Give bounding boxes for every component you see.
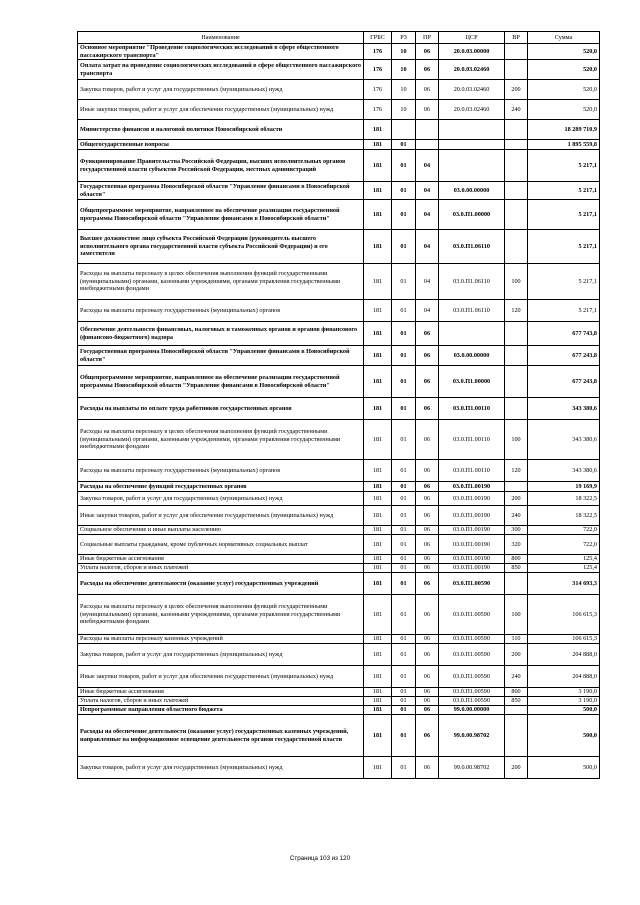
cell-pr: 06 [416, 535, 439, 555]
table-row [78, 635, 600, 644]
cell-pr: 04 [416, 150, 439, 182]
table-row [78, 564, 600, 573]
cell-pr: 06 [416, 573, 439, 595]
cell-sum: 19 169,9 [528, 482, 600, 492]
cell-rz: 01 [392, 300, 416, 322]
cell-grbs: 181 [364, 482, 392, 492]
cell-pr: 06 [416, 482, 439, 492]
cell-sum: 5 217,1 [528, 200, 600, 230]
cell-rz: 01 [392, 264, 416, 300]
cell-pr: 06 [416, 564, 439, 573]
cell-vr: 100 [505, 264, 528, 300]
cell-vr: 850 [505, 697, 528, 706]
cell-name: Общепрограммное мероприятие, направленное на обеспечение реализации государственной программы Новосибирской области "Управление финансами в Новосибирской области" [78, 200, 364, 230]
cell-name: Расходы на выплаты персоналу государственных (муниципальных) органов [78, 300, 364, 322]
cell-sum: 18 289 710,9 [528, 120, 600, 140]
cell-grbs: 181 [364, 140, 392, 150]
cell-rz: 01 [392, 182, 416, 200]
cell-rz: 01 [392, 706, 416, 715]
cell-csr: 03.0.П1.00000 [439, 200, 505, 230]
table-row [78, 555, 600, 564]
cell-rz: 01 [392, 200, 416, 230]
cell-name: Иные закупки товаров, работ и услуг для обеспечения государственных (муниципальных) нужд [78, 666, 364, 688]
cell-csr: 03.0.П1.00590 [439, 644, 505, 666]
cell-csr: 99.0.00.98702 [439, 757, 505, 779]
cell-csr: 03.0.П1.00590 [439, 697, 505, 706]
cell-csr [439, 140, 505, 150]
cell-pr: 06 [416, 506, 439, 526]
cell-csr: 03.0.П1.00190 [439, 492, 505, 506]
cell-rz: 01 [392, 140, 416, 150]
cell-vr: 240 [505, 100, 528, 120]
table-row [78, 697, 600, 706]
cell-csr: 20.0.03.02460 [439, 100, 505, 120]
cell-csr: 03.0.П1.00110 [439, 420, 505, 460]
cell-vr [505, 44, 528, 60]
cell-pr: 06 [416, 420, 439, 460]
cell-vr: 320 [505, 535, 528, 555]
cell-csr: 03.0.П1.00590 [439, 595, 505, 635]
cell-vr: 200 [505, 644, 528, 666]
cell-sum: 18 322,5 [528, 506, 600, 526]
cell-grbs: 181 [364, 200, 392, 230]
budget-document [77, 31, 599, 779]
cell-grbs: 181 [364, 706, 392, 715]
cell-rz: 10 [392, 80, 416, 100]
cell-vr [505, 60, 528, 80]
table-row [78, 492, 600, 506]
cell-vr [505, 230, 528, 264]
cell-rz [392, 120, 416, 140]
cell-rz: 01 [392, 230, 416, 264]
cell-sum: 125,4 [528, 555, 600, 564]
cell-pr: 04 [416, 200, 439, 230]
cell-name: Функционирование Правительства Российской Федерации, высших исполнительных органов государственной власти субъектов Российской Федерации, местных администраций [78, 150, 364, 182]
cell-rz: 01 [392, 573, 416, 595]
cell-vr [505, 366, 528, 398]
table-row [78, 264, 600, 300]
cell-csr: 03.0.П1.00110 [439, 460, 505, 482]
cell-csr: 03.0.П1.00190 [439, 555, 505, 564]
header-pr: ПР [416, 32, 439, 44]
cell-vr [505, 182, 528, 200]
cell-rz: 01 [392, 535, 416, 555]
cell-name: Расходы на обеспечение деятельности (оказание услуг) государственных учреждений [78, 573, 364, 595]
cell-grbs: 181 [364, 420, 392, 460]
cell-sum: 125,4 [528, 564, 600, 573]
cell-rz: 10 [392, 44, 416, 60]
cell-grbs: 181 [364, 322, 392, 346]
page-footer: Страница 103 из 120 [289, 855, 351, 862]
table-row [78, 346, 600, 366]
cell-name: Закупка товаров, работ и услуг для государственных (муниципальных) нужд [78, 492, 364, 506]
cell-grbs: 181 [364, 366, 392, 398]
cell-sum: 500,0 [528, 757, 600, 779]
cell-grbs: 181 [364, 715, 392, 757]
table-row [78, 757, 600, 779]
cell-pr: 06 [416, 706, 439, 715]
cell-pr: 06 [416, 595, 439, 635]
cell-grbs: 181 [364, 644, 392, 666]
cell-name: Уплата налогов, сборов и иных платежей [78, 697, 364, 706]
cell-name: Иные бюджетные ассигнования [78, 555, 364, 564]
cell-vr [505, 398, 528, 420]
cell-pr [416, 120, 439, 140]
cell-sum: 722,0 [528, 526, 600, 535]
cell-pr: 04 [416, 230, 439, 264]
cell-vr: 200 [505, 492, 528, 506]
cell-vr [505, 715, 528, 757]
table-header-row [78, 32, 600, 44]
cell-rz: 01 [392, 492, 416, 506]
cell-sum: 520,0 [528, 60, 600, 80]
cell-rz: 01 [392, 420, 416, 460]
cell-grbs: 181 [364, 120, 392, 140]
cell-pr: 04 [416, 182, 439, 200]
cell-rz: 01 [392, 555, 416, 564]
cell-rz: 01 [392, 482, 416, 492]
table-row [78, 706, 600, 715]
cell-vr: 120 [505, 300, 528, 322]
cell-rz: 10 [392, 100, 416, 120]
cell-pr: 06 [416, 757, 439, 779]
cell-pr: 06 [416, 346, 439, 366]
cell-pr: 06 [416, 80, 439, 100]
cell-pr: 06 [416, 100, 439, 120]
cell-sum: 520,0 [528, 80, 600, 100]
cell-csr: 03.0.П1.00190 [439, 535, 505, 555]
cell-sum: 343 380,6 [528, 420, 600, 460]
cell-rz: 01 [392, 346, 416, 366]
cell-pr: 06 [416, 715, 439, 757]
cell-name: Закупка товаров, работ и услуг для государственных (муниципальных) нужд [78, 80, 364, 100]
cell-csr: 03.0.П1.00190 [439, 564, 505, 573]
cell-pr: 06 [416, 492, 439, 506]
table-row [78, 573, 600, 595]
cell-grbs: 181 [364, 535, 392, 555]
table-row [78, 200, 600, 230]
cell-pr: 06 [416, 366, 439, 398]
cell-rz: 10 [392, 60, 416, 80]
cell-pr: 06 [416, 526, 439, 535]
table-row [78, 322, 600, 346]
cell-csr: 03.0.П1.00190 [439, 526, 505, 535]
cell-name: Расходы на обеспечение функций государственных органов [78, 482, 364, 492]
cell-vr [505, 150, 528, 182]
table-row [78, 120, 600, 140]
cell-grbs: 181 [364, 666, 392, 688]
cell-sum: 3 190,0 [528, 688, 600, 697]
cell-csr: 99.0.00.00000 [439, 706, 505, 715]
cell-grbs: 181 [364, 346, 392, 366]
cell-name: Общегосударственные вопросы [78, 140, 364, 150]
cell-csr: 20.0.03.02460 [439, 60, 505, 80]
cell-grbs: 176 [364, 44, 392, 60]
table-row [78, 300, 600, 322]
header-csr: ЦСР [439, 32, 505, 44]
cell-rz: 01 [392, 322, 416, 346]
cell-name: Социальные выплаты гражданам, кроме публичных нормативных социальных выплат [78, 535, 364, 555]
table-body [78, 44, 600, 779]
cell-name: Иные закупки товаров, работ и услуг для обеспечения государственных (муниципальных) нужд [78, 100, 364, 120]
table-row [78, 60, 600, 80]
cell-name: Оплата затрат на проведение социологических исследований в сфере общественного пассажирского транспорта [78, 60, 364, 80]
cell-vr: 200 [505, 80, 528, 100]
cell-pr [416, 140, 439, 150]
cell-grbs: 181 [364, 492, 392, 506]
header-vr: ВР [505, 32, 528, 44]
cell-rz: 01 [392, 757, 416, 779]
cell-vr: 100 [505, 420, 528, 460]
cell-vr: 240 [505, 666, 528, 688]
cell-csr: 99.0.00.98702 [439, 715, 505, 757]
cell-csr: 03.0.П1.00110 [439, 398, 505, 420]
cell-grbs: 181 [364, 757, 392, 779]
cell-csr: 03.0.00.00000 [439, 346, 505, 366]
cell-sum: 677 743,8 [528, 322, 600, 346]
cell-rz: 01 [392, 564, 416, 573]
table-row [78, 420, 600, 460]
cell-sum: 520,0 [528, 44, 600, 60]
cell-vr: 240 [505, 506, 528, 526]
cell-rz: 01 [392, 644, 416, 666]
cell-name: Закупка товаров, работ и услуг для государственных (муниципальных) нужд [78, 644, 364, 666]
cell-pr: 06 [416, 44, 439, 60]
header-rz: РЗ [392, 32, 416, 44]
cell-rz: 01 [392, 697, 416, 706]
cell-csr [439, 120, 505, 140]
cell-csr [439, 322, 505, 346]
cell-vr: 850 [505, 564, 528, 573]
cell-csr: 03.0.П1.00590 [439, 666, 505, 688]
cell-rz: 01 [392, 715, 416, 757]
table-row [78, 398, 600, 420]
cell-sum: 5 217,1 [528, 230, 600, 264]
cell-name: Расходы на выплаты персоналу в целях обеспечения выполнения функций государственными (муниципальными) органами, казенными учреждениями, органами управления государственными внебюджетными фондами [78, 420, 364, 460]
cell-csr: 03.0.П1.06110 [439, 230, 505, 264]
cell-sum: 18 322,5 [528, 492, 600, 506]
cell-vr: 800 [505, 688, 528, 697]
cell-name: Закупка товаров, работ и услуг для государственных (муниципальных) нужд [78, 757, 364, 779]
cell-rz: 01 [392, 688, 416, 697]
cell-name: Иные закупки товаров, работ и услуг для обеспечения государственных (муниципальных) нужд [78, 506, 364, 526]
cell-grbs: 181 [364, 150, 392, 182]
cell-rz: 01 [392, 150, 416, 182]
cell-grbs: 181 [364, 564, 392, 573]
cell-csr: 03.0.П1.00590 [439, 573, 505, 595]
cell-name: Министерство финансов и налоговой политики Новосибирской области [78, 120, 364, 140]
cell-name: Расходы на выплаты персоналу в целях обеспечения выполнения функций государственными (муниципальными) органами, казенными учреждениями, органами управления государственными внебюджетными фондами [78, 595, 364, 635]
table-row [78, 100, 600, 120]
table-row [78, 140, 600, 150]
cell-pr: 06 [416, 460, 439, 482]
cell-grbs: 181 [364, 526, 392, 535]
table-row [78, 44, 600, 60]
cell-rz: 01 [392, 635, 416, 644]
table-row [78, 715, 600, 757]
cell-vr [505, 346, 528, 366]
cell-grbs: 181 [364, 555, 392, 564]
cell-sum: 500,0 [528, 715, 600, 757]
cell-grbs: 181 [364, 264, 392, 300]
header-name: Наименование [78, 32, 364, 44]
cell-pr: 04 [416, 264, 439, 300]
cell-grbs: 181 [364, 300, 392, 322]
cell-vr [505, 706, 528, 715]
cell-name: Расходы на выплаты персоналу государственных (муниципальных) органов [78, 460, 364, 482]
cell-sum: 722,0 [528, 535, 600, 555]
cell-csr: 03.0.П1.00590 [439, 688, 505, 697]
cell-csr: 03.0.П1.00190 [439, 506, 505, 526]
cell-vr [505, 573, 528, 595]
cell-sum: 5 217,1 [528, 300, 600, 322]
table-row [78, 482, 600, 492]
cell-sum: 343 380,6 [528, 398, 600, 420]
cell-vr [505, 140, 528, 150]
cell-grbs: 181 [364, 573, 392, 595]
table-row [78, 366, 600, 398]
table-row [78, 182, 600, 200]
cell-rz: 01 [392, 366, 416, 398]
cell-pr: 06 [416, 644, 439, 666]
cell-sum: 500,0 [528, 706, 600, 715]
cell-grbs: 181 [364, 230, 392, 264]
cell-rz: 01 [392, 595, 416, 635]
cell-vr [505, 482, 528, 492]
cell-name: Расходы на обеспечение деятельности (оказание услуг) государственных казенных учреждений, направленные на информационное освещение деятельности органов государственной власти [78, 715, 364, 757]
cell-grbs: 181 [364, 688, 392, 697]
table-row [78, 688, 600, 697]
cell-sum: 314 693,3 [528, 573, 600, 595]
cell-csr: 20.0.03.00000 [439, 44, 505, 60]
cell-grbs: 181 [364, 182, 392, 200]
cell-name: Государственная программа Новосибирской области "Управление финансами в Новосибирской области" [78, 182, 364, 200]
table-row [78, 526, 600, 535]
cell-csr: 03.0.П1.00190 [439, 482, 505, 492]
cell-csr: 03.0.П1.00000 [439, 366, 505, 398]
cell-grbs: 181 [364, 635, 392, 644]
cell-csr: 20.0.03.02460 [439, 80, 505, 100]
cell-sum: 5 217,1 [528, 182, 600, 200]
cell-pr: 06 [416, 688, 439, 697]
cell-sum: 3 190,0 [528, 697, 600, 706]
table-row [78, 595, 600, 635]
cell-sum: 204 888,0 [528, 644, 600, 666]
cell-sum: 5 217,1 [528, 150, 600, 182]
cell-sum: 204 888,0 [528, 666, 600, 688]
cell-grbs: 176 [364, 80, 392, 100]
cell-name: Государственная программа Новосибирской области "Управление финансами в Новосибирской области" [78, 346, 364, 366]
cell-vr [505, 322, 528, 346]
cell-pr: 06 [416, 666, 439, 688]
cell-vr: 800 [505, 555, 528, 564]
cell-name: Высшее должностное лицо субъекта Российской Федерации (руководитель высшего исполнительного органа государственной власти субъекта Российской Федерации) и его заместители [78, 230, 364, 264]
cell-name: Расходы на выплаты персоналу казенных учреждений [78, 635, 364, 644]
cell-pr: 06 [416, 60, 439, 80]
table-row [78, 150, 600, 182]
header-sum: Сумма [528, 32, 600, 44]
cell-pr: 06 [416, 398, 439, 420]
table-row [78, 230, 600, 264]
cell-csr: 03.0.П1.00590 [439, 635, 505, 644]
cell-vr: 100 [505, 595, 528, 635]
cell-rz: 01 [392, 506, 416, 526]
budget-table [77, 31, 600, 779]
cell-grbs: 181 [364, 460, 392, 482]
cell-sum: 343 380,6 [528, 460, 600, 482]
cell-grbs: 181 [364, 506, 392, 526]
cell-name: Общепрограммное мероприятие, направленное на обеспечение реализации государственной программы Новосибирской области "Управление финансами в Новосибирской области" [78, 366, 364, 398]
cell-sum: 520,0 [528, 100, 600, 120]
table-row [78, 666, 600, 688]
cell-pr: 04 [416, 300, 439, 322]
cell-pr: 06 [416, 635, 439, 644]
table-row [78, 80, 600, 100]
cell-grbs: 181 [364, 595, 392, 635]
cell-vr [505, 120, 528, 140]
cell-name: Расходы на выплаты персоналу в целях обеспечения выполнения функций государственными (муниципальными) органами, казенными учреждениями, органами управления государственными внебюджетными фондами [78, 264, 364, 300]
cell-sum: 106 615,3 [528, 595, 600, 635]
cell-name: Основное мероприятие "Проведение социологических исследований в сфере общественного пассажирского транспорта" [78, 44, 364, 60]
header-grbs: ГРБС [364, 32, 392, 44]
cell-vr: 200 [505, 757, 528, 779]
cell-pr: 06 [416, 555, 439, 564]
cell-rz: 01 [392, 460, 416, 482]
cell-name: Обеспечение деятельности финансовых, налоговых и таможенных органов и органов финансового (финансово-бюджетного) надзора [78, 322, 364, 346]
cell-name: Непрограммные направления областного бюджета [78, 706, 364, 715]
cell-pr: 06 [416, 697, 439, 706]
cell-vr [505, 200, 528, 230]
cell-rz: 01 [392, 666, 416, 688]
cell-grbs: 176 [364, 60, 392, 80]
cell-grbs: 181 [364, 697, 392, 706]
cell-rz: 01 [392, 398, 416, 420]
cell-rz: 01 [392, 526, 416, 535]
cell-pr: 06 [416, 322, 439, 346]
table-row [78, 460, 600, 482]
table-row [78, 535, 600, 555]
cell-vr: 120 [505, 460, 528, 482]
cell-name: Социальное обеспечение и иные выплаты населению [78, 526, 364, 535]
cell-name: Уплата налогов, сборов и иных платежей [78, 564, 364, 573]
cell-sum: 106 615,3 [528, 635, 600, 644]
cell-csr: 03.0.П1.06110 [439, 300, 505, 322]
cell-sum: 5 217,1 [528, 264, 600, 300]
table-row [78, 644, 600, 666]
cell-csr [439, 150, 505, 182]
cell-grbs: 176 [364, 100, 392, 120]
table-row [78, 506, 600, 526]
cell-grbs: 181 [364, 398, 392, 420]
cell-sum: 1 895 559,8 [528, 140, 600, 150]
cell-sum: 677 243,8 [528, 346, 600, 366]
cell-name: Расходы на выплаты по оплате труда работников государственных органов [78, 398, 364, 420]
cell-csr: 03.0.00.00000 [439, 182, 505, 200]
cell-vr: 300 [505, 526, 528, 535]
cell-vr: 110 [505, 635, 528, 644]
cell-sum: 677 243,8 [528, 366, 600, 398]
cell-name: Иные бюджетные ассигнования [78, 688, 364, 697]
cell-csr: 03.0.П1.06110 [439, 264, 505, 300]
